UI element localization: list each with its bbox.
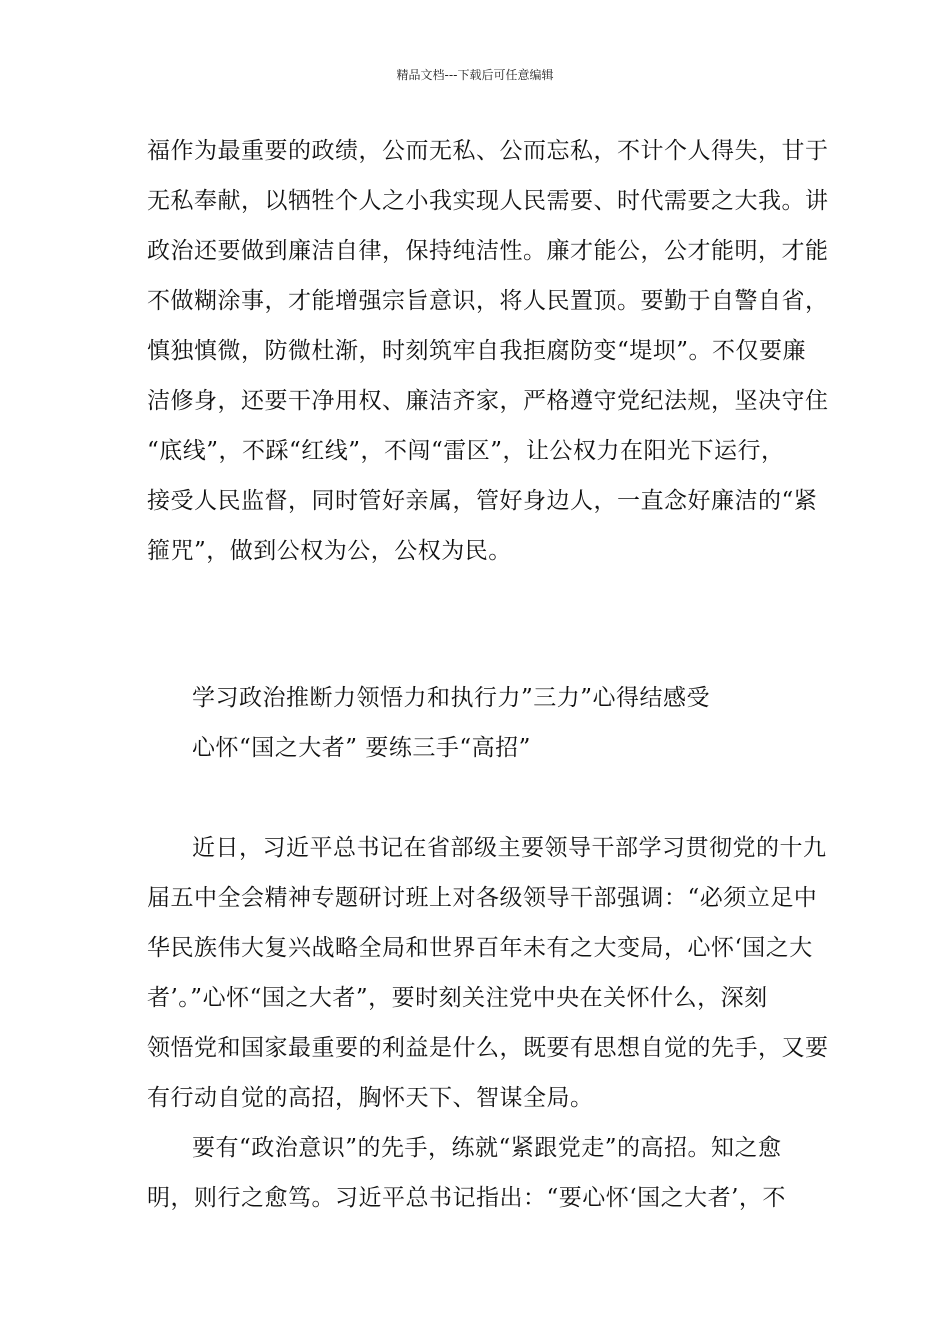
body-text-line: 近日，习近平总书记在省部级主要领导干部学习贯彻党的十九 <box>192 835 827 861</box>
body-text-line: 届五中全会精神专题研讨班上对各级领导干部强调：“必须立足中 <box>147 885 818 911</box>
body-text-line: 明，则行之愈笃。习近平总书记指出：“要心怀‘国之大者’，不 <box>147 1185 786 1211</box>
body-text-line: 慎独慎微，防微杜渐，时刻筑牢自我拒腐防变“堤坝”。不仅要廉 <box>147 338 807 364</box>
body-text-line: 政治还要做到廉洁自律，保持纯洁性。廉才能公，公才能明，才能 <box>147 238 829 264</box>
body-text-line: 无私奉献，以牺牲个人之小我实现人民需要、时代需要之大我。讲 <box>147 188 829 214</box>
body-text-line: 要有“政治意识”的先手，练就“紧跟党走”的高招。知之愈 <box>192 1135 782 1161</box>
body-text-line: 福作为最重要的政绩，公而无私、公而忘私，不计个人得失，甘于 <box>147 138 829 164</box>
body-text-line: 领悟党和国家最重要的利益是什么，既要有思想自觉的先手，又要 <box>147 1035 829 1061</box>
section-title: 学习政治推断力领悟力和执行力”三力”心得结感受 <box>192 685 711 711</box>
body-text-line: “底线”，不踩“红线”，不闯“雷区”，让公权力在阳光下运行， <box>147 438 785 464</box>
body-text-line: 有行动自觉的高招，胸怀天下、智谋全局。 <box>147 1085 594 1111</box>
body-text-line: 箍咒”，做到公权为公，公权为民。 <box>147 538 512 564</box>
body-text-line: 不做糊涂事，才能增强宗旨意识，将人民置顶。要勤于自警自省， <box>147 288 829 314</box>
body-text-line: 华民族伟大复兴战略全局和世界百年未有之大变局，心怀‘国之大 <box>147 935 813 961</box>
body-text-line: 接受人民监督，同时管好亲属，管好身边人，一直念好廉洁的“紧 <box>147 488 818 514</box>
section-subtitle: 心怀“国之大者” 要练三手“高招” <box>192 735 531 761</box>
body-text-line: 洁修身，还要干净用权、廉洁齐家，严格遵守党纪法规，坚决守住 <box>147 388 829 414</box>
body-text-line: 者’。”心怀“国之大者”，要时刻关注党中央在关怀什么，深刻 <box>147 985 768 1011</box>
page-header: 精品文档---下载后可任意编辑 <box>396 68 554 82</box>
